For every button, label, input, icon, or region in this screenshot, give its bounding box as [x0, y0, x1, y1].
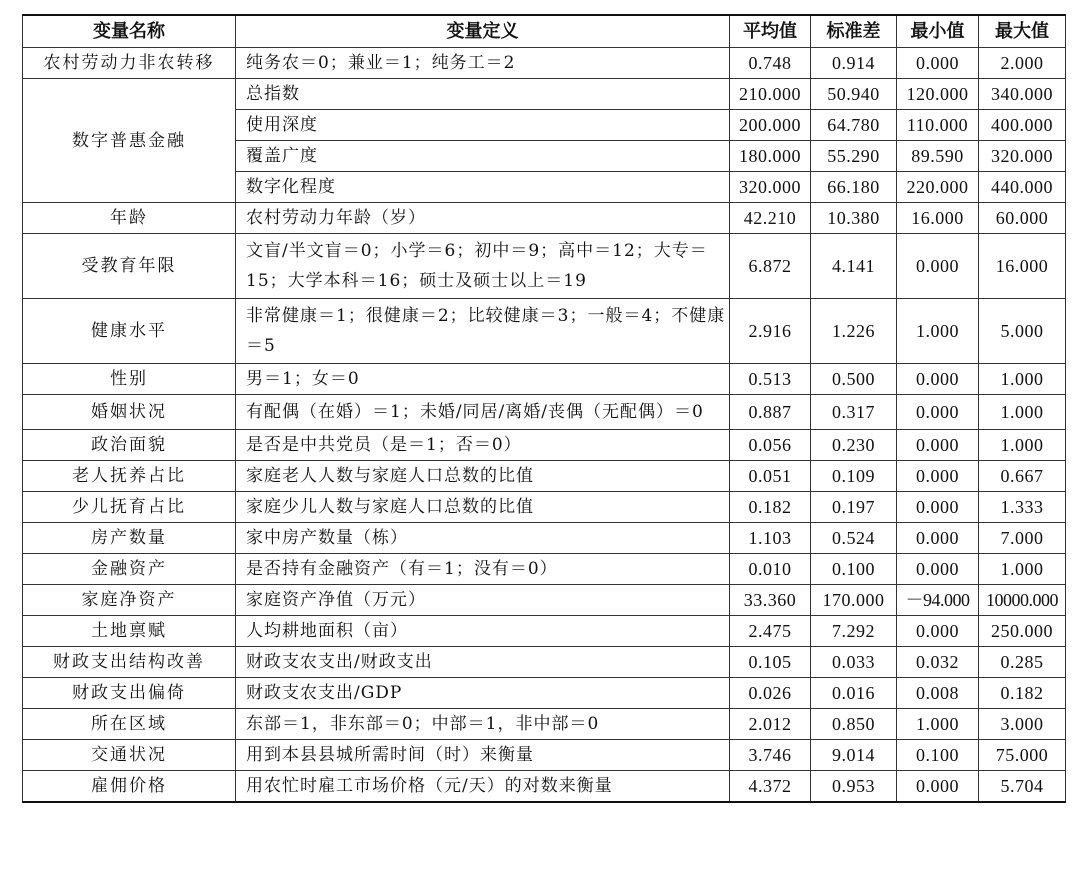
- table-row: [23, 616, 1066, 647]
- max-cell: 1.000: [979, 554, 1066, 585]
- header-std-dev: 标准差: [811, 15, 897, 48]
- max-cell: 16.000: [979, 234, 1066, 299]
- mean-cell: 2.916: [730, 299, 811, 364]
- table-row: [23, 395, 1066, 430]
- max-cell: 2.000: [979, 48, 1066, 79]
- header-variable-name: 变量名称: [23, 15, 236, 48]
- variable-name-cell: 雇佣价格: [23, 771, 236, 803]
- std-dev-cell: 66.180: [811, 172, 897, 203]
- table-row: [23, 492, 1066, 523]
- mean-cell: 320.000: [730, 172, 811, 203]
- variable-definition-cell: 家庭老人人数与家庭人口总数的比值: [236, 461, 730, 492]
- mean-cell: 33.360: [730, 585, 811, 616]
- max-cell: 5.000: [979, 299, 1066, 364]
- min-cell: 0.000: [897, 616, 979, 647]
- std-dev-cell: 55.290: [811, 141, 897, 172]
- variable-definition-cell: 非常健康＝1；很健康＝2；比较健康＝3；一般＝4；不健康＝5: [236, 299, 730, 364]
- std-dev-cell: 64.780: [811, 110, 897, 141]
- header-max: 最大值: [979, 15, 1066, 48]
- table-row: [23, 430, 1066, 461]
- variable-name-cell: 受教育年限: [23, 234, 236, 299]
- min-cell: 0.000: [897, 492, 979, 523]
- min-cell: 0.008: [897, 678, 979, 709]
- table-row: [23, 203, 1066, 234]
- max-cell: 5.704: [979, 771, 1066, 803]
- std-dev-cell: 7.292: [811, 616, 897, 647]
- min-cell: －94.000: [897, 585, 979, 616]
- variable-definition-cell: 使用深度: [236, 110, 730, 141]
- mean-cell: 6.872: [730, 234, 811, 299]
- variable-name-cell: 家庭净资产: [23, 585, 236, 616]
- min-cell: 120.000: [897, 79, 979, 110]
- max-cell: 7.000: [979, 523, 1066, 554]
- min-cell: 0.000: [897, 523, 979, 554]
- header-min: 最小值: [897, 15, 979, 48]
- variable-name-cell: 财政支出结构改善: [23, 647, 236, 678]
- mean-cell: 0.010: [730, 554, 811, 585]
- variable-name-cell: 金融资产: [23, 554, 236, 585]
- table-row: [23, 364, 1066, 395]
- max-cell: 1.000: [979, 395, 1066, 430]
- min-cell: 0.000: [897, 48, 979, 79]
- table-header-row: [23, 15, 1066, 48]
- max-cell: 3.000: [979, 709, 1066, 740]
- mean-cell: 0.513: [730, 364, 811, 395]
- min-cell: 0.000: [897, 234, 979, 299]
- variable-name-cell: 健康水平: [23, 299, 236, 364]
- table-row: [23, 585, 1066, 616]
- variable-definition-cell: 财政支农支出/财政支出: [236, 647, 730, 678]
- mean-cell: 4.372: [730, 771, 811, 803]
- variable-definition-cell: 人均耕地面积（亩）: [236, 616, 730, 647]
- variable-name-cell: 少儿抚育占比: [23, 492, 236, 523]
- min-cell: 0.000: [897, 554, 979, 585]
- mean-cell: 2.012: [730, 709, 811, 740]
- table-row: [23, 647, 1066, 678]
- min-cell: 220.000: [897, 172, 979, 203]
- table-row: [23, 461, 1066, 492]
- mean-cell: 0.748: [730, 48, 811, 79]
- variable-definition-cell: 家中房产数量（栋）: [236, 523, 730, 554]
- header-mean: 平均值: [730, 15, 811, 48]
- mean-cell: 200.000: [730, 110, 811, 141]
- variable-name-cell: 老人抚养占比: [23, 461, 236, 492]
- variable-definition-cell: 用农忙时雇工市场价格（元/天）的对数来衡量: [236, 771, 730, 803]
- mean-cell: 3.746: [730, 740, 811, 771]
- std-dev-cell: 0.197: [811, 492, 897, 523]
- min-cell: 1.000: [897, 299, 979, 364]
- table-row: [23, 299, 1066, 364]
- variable-name-cell: 性别: [23, 364, 236, 395]
- mean-cell: 1.103: [730, 523, 811, 554]
- table-row: [23, 234, 1066, 299]
- table-row: [23, 771, 1066, 803]
- min-cell: 0.100: [897, 740, 979, 771]
- variable-definition-cell: 用到本县县城所需时间（时）来衡量: [236, 740, 730, 771]
- variable-definition-cell: 是否持有金融资产（有＝1；没有＝0）: [236, 554, 730, 585]
- std-dev-cell: 9.014: [811, 740, 897, 771]
- std-dev-cell: 0.100: [811, 554, 897, 585]
- mean-cell: 0.887: [730, 395, 811, 430]
- max-cell: 400.000: [979, 110, 1066, 141]
- std-dev-cell: 0.524: [811, 523, 897, 554]
- std-dev-cell: 0.850: [811, 709, 897, 740]
- variable-name-cell: 政治面貌: [23, 430, 236, 461]
- std-dev-cell: 4.141: [811, 234, 897, 299]
- variable-name-cell: 土地禀赋: [23, 616, 236, 647]
- variable-name-cell: 所在区域: [23, 709, 236, 740]
- std-dev-cell: 10.380: [811, 203, 897, 234]
- mean-cell: 0.051: [730, 461, 811, 492]
- table-row: [23, 554, 1066, 585]
- max-cell: 10000.000: [979, 585, 1066, 616]
- min-cell: 0.000: [897, 395, 979, 430]
- header-variable-definition: 变量定义: [236, 15, 730, 48]
- variable-name-cell: 交通状况: [23, 740, 236, 771]
- mean-cell: 0.182: [730, 492, 811, 523]
- max-cell: 320.000: [979, 141, 1066, 172]
- max-cell: 1.000: [979, 364, 1066, 395]
- max-cell: 440.000: [979, 172, 1066, 203]
- min-cell: 0.000: [897, 364, 979, 395]
- variable-statistics-table: [22, 14, 1066, 803]
- table-row: [23, 79, 1066, 110]
- variable-name-cell: 农村劳动力非农转移: [23, 48, 236, 79]
- table-row: [23, 523, 1066, 554]
- std-dev-cell: 0.230: [811, 430, 897, 461]
- variable-definition-cell: 文盲/半文盲＝0；小学＝6；初中＝9；高中＝12；大专＝15；大学本科＝16；硕士及硕士以上＝19: [236, 234, 730, 299]
- min-cell: 0.032: [897, 647, 979, 678]
- table-row: [23, 709, 1066, 740]
- max-cell: 0.285: [979, 647, 1066, 678]
- mean-cell: 180.000: [730, 141, 811, 172]
- mean-cell: 0.105: [730, 647, 811, 678]
- variable-name-cell: 婚姻状况: [23, 395, 236, 430]
- max-cell: 0.667: [979, 461, 1066, 492]
- variable-definition-cell: 家庭资产净值（万元）: [236, 585, 730, 616]
- mean-cell: 42.210: [730, 203, 811, 234]
- std-dev-cell: 0.016: [811, 678, 897, 709]
- max-cell: 1.000: [979, 430, 1066, 461]
- mean-cell: 0.026: [730, 678, 811, 709]
- table-row: [23, 740, 1066, 771]
- max-cell: 75.000: [979, 740, 1066, 771]
- mean-cell: 0.056: [730, 430, 811, 461]
- variable-definition-cell: 是否是中共党员（是＝1；否＝0）: [236, 430, 730, 461]
- mean-cell: 2.475: [730, 616, 811, 647]
- std-dev-cell: 0.033: [811, 647, 897, 678]
- min-cell: 16.000: [897, 203, 979, 234]
- min-cell: 110.000: [897, 110, 979, 141]
- min-cell: 89.590: [897, 141, 979, 172]
- max-cell: 0.182: [979, 678, 1066, 709]
- variable-name-cell: 房产数量: [23, 523, 236, 554]
- variable-definition-cell: 纯务农＝0；兼业＝1；纯务工＝2: [236, 48, 730, 79]
- std-dev-cell: 0.500: [811, 364, 897, 395]
- max-cell: 1.333: [979, 492, 1066, 523]
- std-dev-cell: 0.109: [811, 461, 897, 492]
- max-cell: 250.000: [979, 616, 1066, 647]
- min-cell: 0.000: [897, 430, 979, 461]
- variable-definition-cell: 有配偶（在婚）＝1；未婚/同居/离婚/丧偶（无配偶）＝0: [236, 395, 730, 430]
- std-dev-cell: 170.000: [811, 585, 897, 616]
- variable-name-cell: 财政支出偏倚: [23, 678, 236, 709]
- variable-definition-cell: 家庭少儿人数与家庭人口总数的比值: [236, 492, 730, 523]
- variable-definition-cell: 财政支农支出/GDP: [236, 678, 730, 709]
- variable-definition-cell: 农村劳动力年龄（岁）: [236, 203, 730, 234]
- std-dev-cell: 50.940: [811, 79, 897, 110]
- variable-name-cell: 数字普惠金融: [23, 79, 236, 203]
- max-cell: 340.000: [979, 79, 1066, 110]
- mean-cell: 210.000: [730, 79, 811, 110]
- variable-name-cell: 年龄: [23, 203, 236, 234]
- table-row: [23, 678, 1066, 709]
- max-cell: 60.000: [979, 203, 1066, 234]
- variable-definition-cell: 覆盖广度: [236, 141, 730, 172]
- variable-definition-cell: 男＝1；女＝0: [236, 364, 730, 395]
- min-cell: 1.000: [897, 709, 979, 740]
- std-dev-cell: 0.317: [811, 395, 897, 430]
- min-cell: 0.000: [897, 771, 979, 803]
- std-dev-cell: 0.914: [811, 48, 897, 79]
- variable-definition-cell: 东部＝1，非东部＝0；中部＝1，非中部＝0: [236, 709, 730, 740]
- std-dev-cell: 1.226: [811, 299, 897, 364]
- min-cell: 0.000: [897, 461, 979, 492]
- std-dev-cell: 0.953: [811, 771, 897, 803]
- table-row: [23, 48, 1066, 79]
- variable-definition-cell: 数字化程度: [236, 172, 730, 203]
- variable-definition-cell: 总指数: [236, 79, 730, 110]
